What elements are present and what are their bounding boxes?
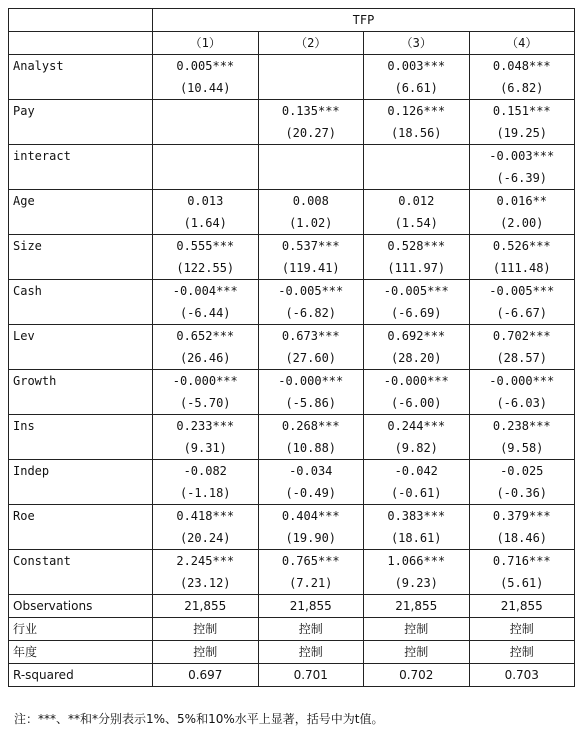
tstat-cell-ins-4: (9.58) [469,437,575,460]
variable-name-spacer [9,527,153,550]
table-row-growth-coef [9,370,575,393]
table-row-pay-tstat [9,122,575,145]
tstat-cell-growth-1: (-5.70) [153,392,259,415]
coef-cell-cash-1: -0.004*** [153,280,259,303]
tstat-cell-analyst-1: (10.44) [153,77,259,100]
variable-name-constant: Constant [9,550,153,573]
variable-name-lev: Lev [9,325,153,348]
tstat-cell-roe-1: (20.24) [153,527,259,550]
tstat-cell-age-2: (1.02) [258,212,364,235]
coef-cell-cash-2: -0.005*** [258,280,364,303]
variable-name-spacer [9,347,153,370]
tstat-cell-size-1: (122.55) [153,257,259,280]
coef-cell-age-1: 0.013 [153,190,259,213]
variable-name-spacer [9,77,153,100]
footer-cell-1: 控制 [153,618,259,641]
footer-cell-4: 0.703 [469,664,575,687]
table-row-age-coef [9,190,575,213]
tstat-cell-indep-2: (-0.49) [258,482,364,505]
variable-name-spacer [9,437,153,460]
tstat-cell-pay-3: (18.56) [364,122,470,145]
table-row-age-tstat [9,212,575,235]
tstat-cell-cash-1: (-6.44) [153,302,259,325]
variable-name-spacer [9,212,153,235]
variable-name-spacer [9,167,153,190]
coef-cell-indep-2: -0.034 [258,460,364,483]
tstat-cell-ins-1: (9.31) [153,437,259,460]
tstat-cell-growth-2: (-5.86) [258,392,364,415]
coef-cell-indep-3: -0.042 [364,460,470,483]
coef-cell-constant-1: 2.245*** [153,550,259,573]
coef-cell-age-3: 0.012 [364,190,470,213]
table-row-cash-tstat [9,302,575,325]
table-row-lev-tstat [9,347,575,370]
tstat-cell-constant-2: (7.21) [258,572,364,595]
coef-cell-lev-3: 0.692*** [364,325,470,348]
tstat-cell-roe-3: (18.61) [364,527,470,550]
coef-cell-ins-3: 0.244*** [364,415,470,438]
coef-cell-ins-2: 0.268*** [258,415,364,438]
footer-cell-2: 控制 [258,618,364,641]
table-row-analyst-coef [9,55,575,78]
tstat-cell-lev-1: (26.46) [153,347,259,370]
footer-cell-4: 21,855 [469,595,575,618]
table-row-growth-tstat [9,392,575,415]
coef-cell-analyst-1: 0.005*** [153,55,259,78]
coef-cell-cash-3: -0.005*** [364,280,470,303]
footer-cell-2: 控制 [258,641,364,664]
table-row-pay-coef [9,100,575,123]
footer-cell-3: 控制 [364,618,470,641]
coef-cell-interact-1 [153,145,259,168]
tstat-cell-pay-1 [153,122,259,145]
header-row-columns [9,32,575,55]
coef-cell-ins-4: 0.238*** [469,415,575,438]
tstat-cell-cash-2: (-6.82) [258,302,364,325]
tstat-cell-cash-4: (-6.67) [469,302,575,325]
tstat-cell-constant-4: (5.61) [469,572,575,595]
coef-cell-analyst-3: 0.003*** [364,55,470,78]
coef-cell-indep-1: -0.082 [153,460,259,483]
footer-cell-4: 控制 [469,641,575,664]
table-row-footer [9,595,575,618]
footer-cell-1: 控制 [153,641,259,664]
coef-cell-interact-4: -0.003*** [469,145,575,168]
coef-cell-age-2: 0.008 [258,190,364,213]
table-row-ins-tstat [9,437,575,460]
variable-name-spacer [9,572,153,595]
tstat-cell-indep-4: (-0.36) [469,482,575,505]
footer-label: R-squared [9,664,153,687]
tstat-cell-constant-1: (23.12) [153,572,259,595]
coef-cell-interact-2 [258,145,364,168]
header-corner-cell [9,32,153,55]
tstat-cell-age-3: (1.54) [364,212,470,235]
coef-cell-lev-1: 0.652*** [153,325,259,348]
variable-name-spacer [9,302,153,325]
variable-name-growth: Growth [9,370,153,393]
tstat-cell-interact-1 [153,167,259,190]
coef-cell-size-1: 0.555*** [153,235,259,258]
table-row-size-tstat [9,257,575,280]
header-row-group [9,9,575,32]
variable-name-spacer [9,122,153,145]
table-row-constant-coef [9,550,575,573]
tstat-cell-growth-4: (-6.03) [469,392,575,415]
footer-label: 年度 [9,641,153,664]
variable-name-roe: Roe [9,505,153,528]
table-row-size-coef [9,235,575,258]
footer-cell-3: 控制 [364,641,470,664]
tstat-cell-age-1: (1.64) [153,212,259,235]
coef-cell-roe-3: 0.383*** [364,505,470,528]
column-header-1: （1） [153,32,259,55]
coef-cell-size-3: 0.528*** [364,235,470,258]
coef-cell-age-4: 0.016** [469,190,575,213]
footer-cell-4: 控制 [469,618,575,641]
coef-cell-analyst-4: 0.048*** [469,55,575,78]
variable-name-spacer [9,257,153,280]
variable-name-analyst: Analyst [9,55,153,78]
variable-name-indep: Indep [9,460,153,483]
tstat-cell-ins-2: (10.88) [258,437,364,460]
table-row-roe-tstat [9,527,575,550]
variable-name-ins: Ins [9,415,153,438]
coef-cell-cash-4: -0.005*** [469,280,575,303]
coef-cell-lev-4: 0.702*** [469,325,575,348]
coef-cell-pay-1 [153,100,259,123]
tstat-cell-interact-3 [364,167,470,190]
coef-cell-constant-3: 1.066*** [364,550,470,573]
coef-cell-lev-2: 0.673*** [258,325,364,348]
table-row-footer [9,641,575,664]
column-header-4: （4） [469,32,575,55]
coef-cell-size-2: 0.537*** [258,235,364,258]
tstat-cell-ins-3: (9.82) [364,437,470,460]
tstat-cell-cash-3: (-6.69) [364,302,470,325]
regression-table [8,8,575,687]
tstat-cell-indep-3: (-0.61) [364,482,470,505]
table-row-roe-coef [9,505,575,528]
header-corner-cell [9,9,153,32]
variable-name-size: Size [9,235,153,258]
variable-name-pay: Pay [9,100,153,123]
coef-cell-pay-3: 0.126*** [364,100,470,123]
coef-cell-roe-2: 0.404*** [258,505,364,528]
table-row-indep-coef [9,460,575,483]
coef-cell-interact-3 [364,145,470,168]
table-row-cash-coef [9,280,575,303]
coef-cell-pay-2: 0.135*** [258,100,364,123]
tstat-cell-age-4: (2.00) [469,212,575,235]
tstat-cell-roe-4: (18.46) [469,527,575,550]
coef-cell-ins-1: 0.233*** [153,415,259,438]
table-row-lev-coef [9,325,575,348]
tstat-cell-lev-3: (28.20) [364,347,470,370]
tstat-cell-interact-4: (-6.39) [469,167,575,190]
coef-cell-roe-1: 0.418*** [153,505,259,528]
coef-cell-growth-4: -0.000*** [469,370,575,393]
tstat-cell-size-4: (111.48) [469,257,575,280]
coef-cell-growth-3: -0.000*** [364,370,470,393]
coef-cell-analyst-2 [258,55,364,78]
column-header-2: （2） [258,32,364,55]
table-row-interact-coef [9,145,575,168]
tstat-cell-pay-4: (19.25) [469,122,575,145]
variable-name-spacer [9,482,153,505]
table-row-ins-coef [9,415,575,438]
coef-cell-growth-2: -0.000*** [258,370,364,393]
tstat-cell-interact-2 [258,167,364,190]
footer-label: 行业 [9,618,153,641]
variable-name-age: Age [9,190,153,213]
table-row-constant-tstat [9,572,575,595]
tstat-cell-analyst-3: (6.61) [364,77,470,100]
tstat-cell-constant-3: (9.23) [364,572,470,595]
coef-cell-size-4: 0.526*** [469,235,575,258]
column-header-3: （3） [364,32,470,55]
dependent-variable-label: TFP [153,9,575,32]
coef-cell-roe-4: 0.379*** [469,505,575,528]
table-note: 注：***、**和*分别表示1%、5%和10%水平上显著，括号中为t值。 [14,712,384,726]
footer-cell-2: 0.701 [258,664,364,687]
coef-cell-growth-1: -0.000*** [153,370,259,393]
tstat-cell-size-2: (119.41) [258,257,364,280]
coef-cell-constant-4: 0.716*** [469,550,575,573]
tstat-cell-pay-2: (20.27) [258,122,364,145]
tstat-cell-lev-2: (27.60) [258,347,364,370]
tstat-cell-indep-1: (-1.18) [153,482,259,505]
table-row-indep-tstat [9,482,575,505]
tstat-cell-growth-3: (-6.00) [364,392,470,415]
table-row-footer [9,664,575,687]
table-row-footer [9,618,575,641]
coef-cell-indep-4: -0.025 [469,460,575,483]
footer-cell-2: 21,855 [258,595,364,618]
table-row-interact-tstat [9,167,575,190]
tstat-cell-roe-2: (19.90) [258,527,364,550]
coef-cell-pay-4: 0.151*** [469,100,575,123]
variable-name-interact: interact [9,145,153,168]
footer-cell-3: 0.702 [364,664,470,687]
footer-label: Observations [9,595,153,618]
footer-cell-1: 0.697 [153,664,259,687]
tstat-cell-lev-4: (28.57) [469,347,575,370]
footer-cell-3: 21,855 [364,595,470,618]
variable-name-spacer [9,392,153,415]
table-row-analyst-tstat [9,77,575,100]
tstat-cell-size-3: (111.97) [364,257,470,280]
tstat-cell-analyst-2 [258,77,364,100]
footer-cell-1: 21,855 [153,595,259,618]
tstat-cell-analyst-4: (6.82) [469,77,575,100]
variable-name-cash: Cash [9,280,153,303]
coef-cell-constant-2: 0.765*** [258,550,364,573]
